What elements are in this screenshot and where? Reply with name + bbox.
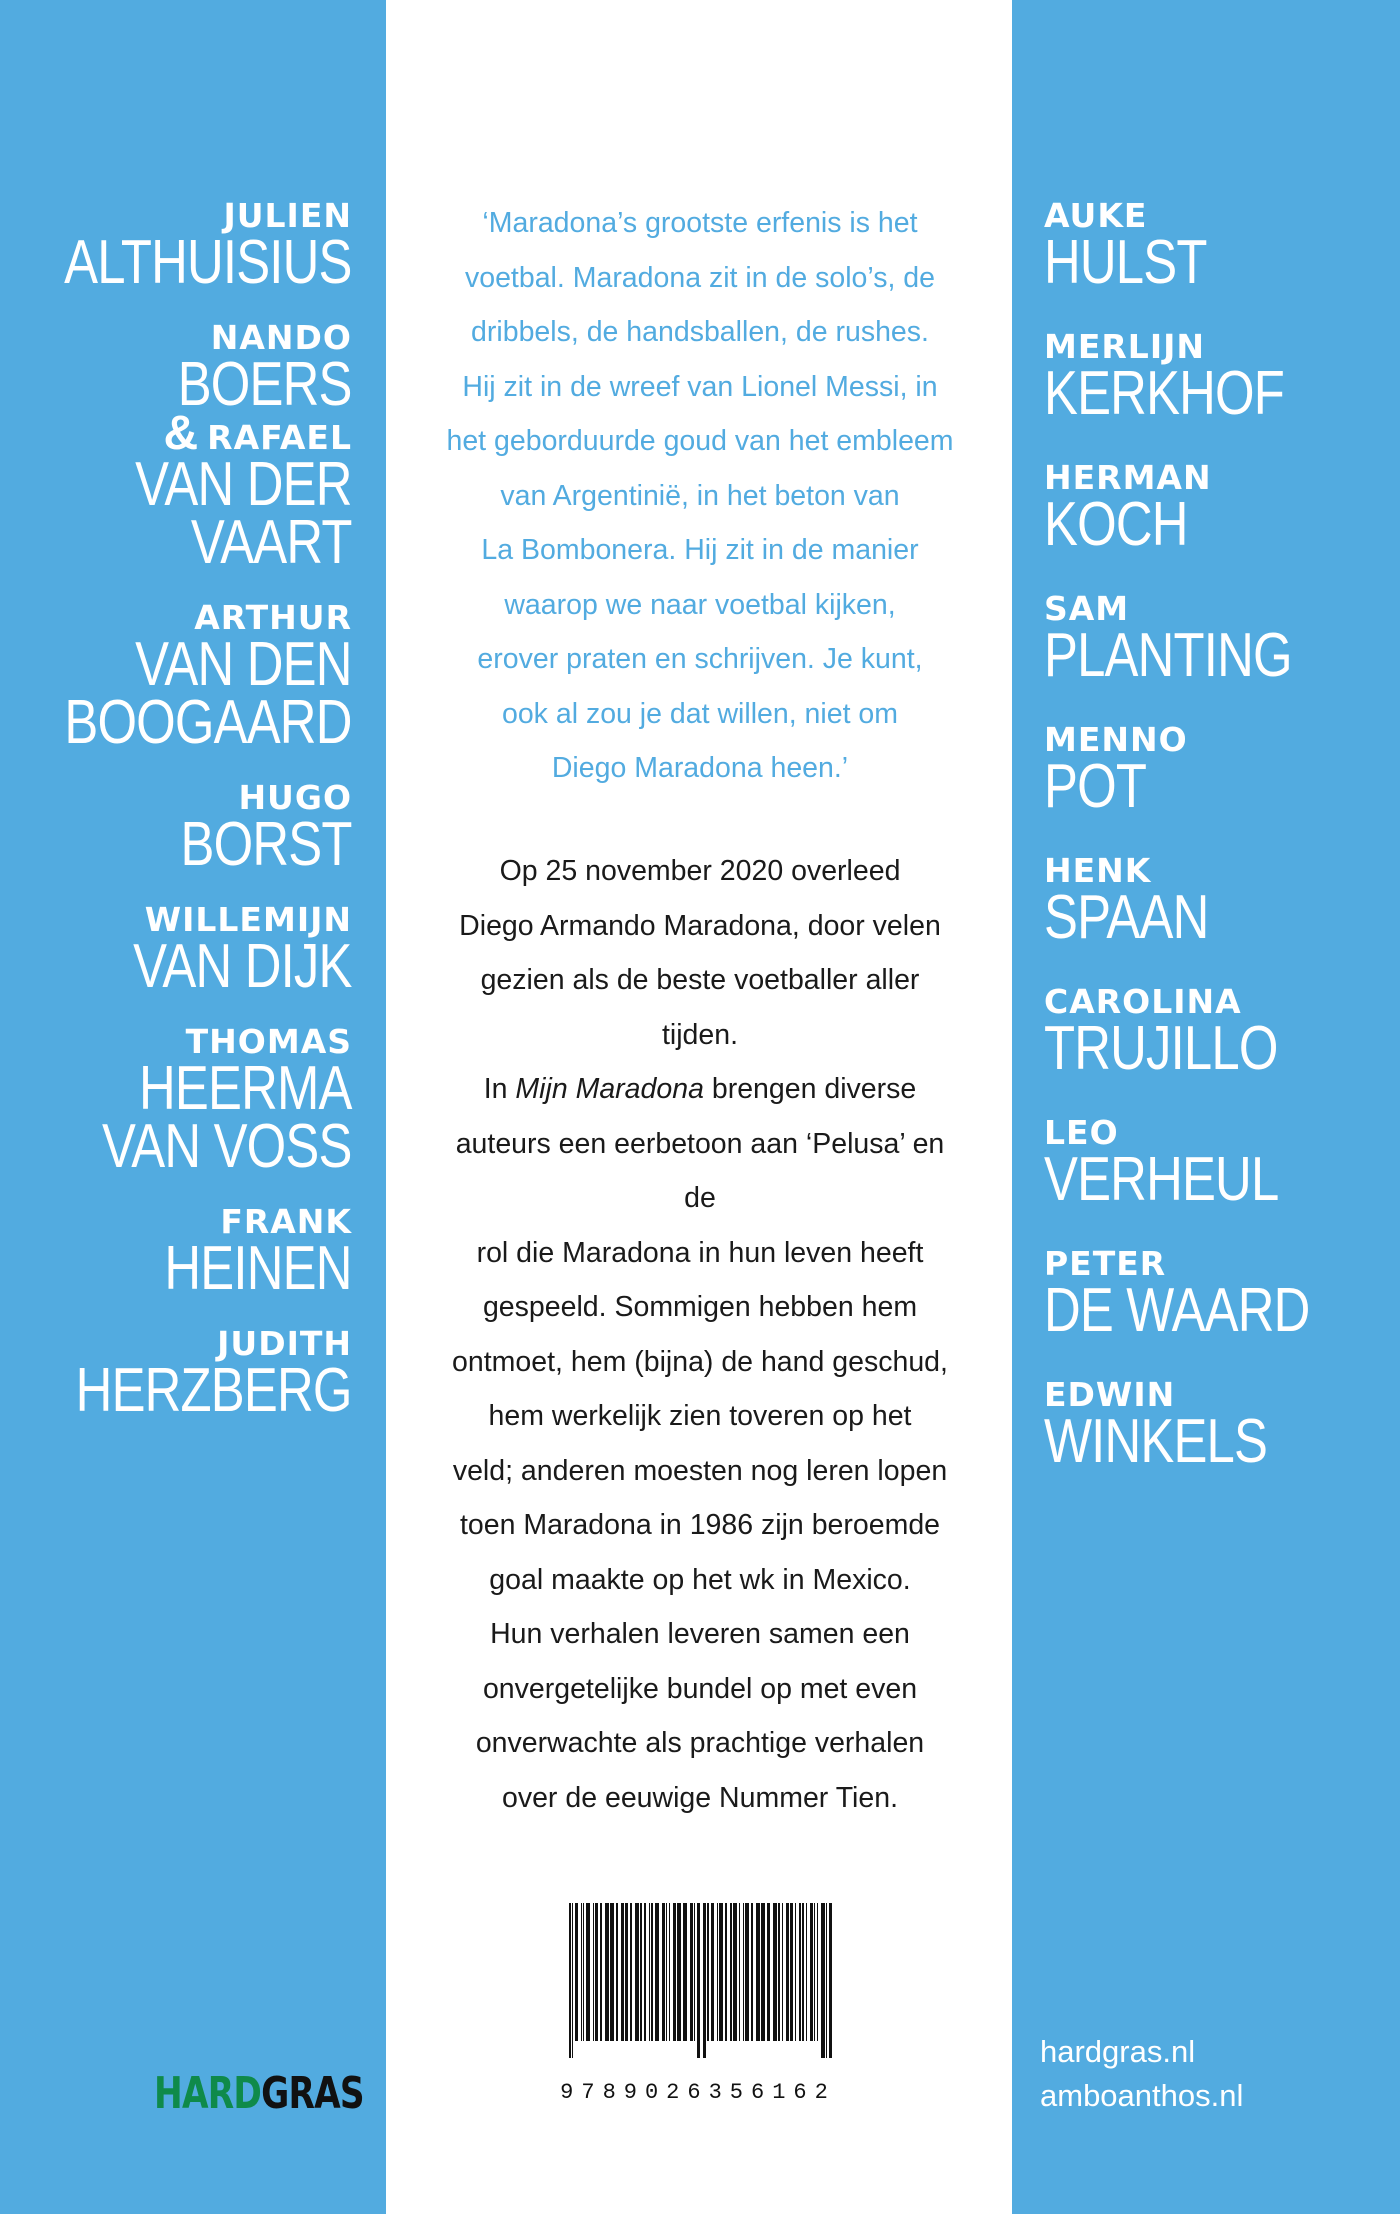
author-first-name: MERLIJN (1044, 327, 1205, 366)
author-last-name: SPAAN (1044, 883, 1209, 952)
barcode-bar (630, 1903, 632, 2041)
quote-line: erover praten en schrijven. Je kunt, (477, 643, 923, 675)
barcode-bar (707, 1903, 709, 2041)
barcode-bar (586, 1903, 590, 2041)
blurb-line: ontmoet, hem (bijna) de hand geschud, (452, 1345, 948, 1378)
blurb-line: Op 25 november 2020 overleed (499, 855, 901, 887)
author-last-name: VAN DIJK (133, 932, 352, 1001)
author-gap (1044, 1209, 1368, 1246)
author-carolina (1044, 982, 1368, 1083)
website-hardgras: hardgras.nl (1040, 2034, 1196, 2069)
author-gap (1044, 292, 1368, 329)
blurb-line: goal maakte op het wk in Mexico. (489, 1563, 911, 1596)
author-last-name: VAN DEN (135, 630, 352, 699)
isbn-number: 9789026356162 (560, 2080, 836, 2105)
barcode-bar (666, 1903, 667, 2041)
author-first-name: THOMAS (185, 1022, 352, 1061)
author-gap (1044, 423, 1368, 460)
barcode-bar (694, 1903, 695, 2041)
barcode-bar (690, 1903, 693, 2041)
ampersand: & (163, 407, 200, 460)
author-first-name: ARTHUR (194, 598, 352, 637)
author-first-name: HENK (1044, 851, 1152, 890)
blurb-line: veld; anderen moesten nog leren lopen (452, 1454, 948, 1487)
author-first-name: AUKE (1044, 196, 1148, 235)
author-last-name: KERKHOF (1044, 359, 1285, 428)
blurb-line: Diego Armando Maradona, door velen (459, 909, 941, 942)
author-menno (1044, 720, 1368, 821)
barcode-bar (595, 1903, 598, 2041)
barcode-bar (806, 1903, 807, 2041)
blurb-line: gespeeld. Sommigen hebben hem (482, 1291, 918, 1323)
author-last-name: POT (1044, 752, 1147, 821)
logo-gras: GRAS (261, 2068, 364, 2119)
barcode-bar (697, 1903, 700, 2058)
author-last-name: ALTHUISIUS (64, 228, 352, 297)
barcode-bar (649, 1903, 650, 2041)
barcode-bar (719, 1903, 723, 2041)
left-author-list (1, 196, 352, 1425)
barcode-bar (583, 1903, 584, 2041)
barcode-bar (761, 1903, 765, 2041)
author-first-name: WILLEMIJN (144, 900, 352, 939)
blurb-line: Hun verhalen leveren samen een (490, 1618, 910, 1650)
right-author-list (1044, 196, 1368, 1476)
barcode-bar (644, 1903, 646, 2041)
author-last-name: BOOGAARD (64, 688, 352, 757)
barcode (565, 1903, 835, 2058)
barcode-bars (565, 1903, 835, 2058)
blurb-line (440, 1062, 960, 1117)
barcode-bar (677, 1903, 681, 2041)
barcode-bar (616, 1903, 618, 2041)
logo-hard: HARD (154, 2068, 262, 2119)
quote-line: Diego Maradona heen.’ (551, 752, 849, 784)
barcode-bar (799, 1903, 801, 2041)
blurb-line: onvergetelijke bundel op met even (482, 1672, 918, 1705)
quote-line: van Argentinië, in het beton van (500, 479, 900, 512)
author-last-name: HEERMA (139, 1054, 352, 1123)
author-gap (1044, 947, 1368, 984)
barcode-bar (711, 1903, 714, 2041)
barcode-bar (621, 1903, 624, 2041)
book-title: Mijn Maradona (515, 1073, 704, 1105)
author-first-name: NANDO (210, 318, 352, 357)
author-frank (1, 1202, 352, 1303)
author-first-name: EDWIN (1044, 1375, 1176, 1414)
author-last-name: VERHEUL (1044, 1145, 1279, 1214)
barcode-bar (821, 1903, 825, 2058)
blurb-line: gezien als de beste voetballer aller tijden. (480, 964, 920, 1051)
barcode-bar (786, 1903, 789, 2041)
author-auke (1044, 196, 1368, 297)
barcode-bar (739, 1903, 740, 2041)
barcode-bar (625, 1903, 628, 2041)
author-judith (1, 1324, 352, 1425)
barcode-bar (673, 1903, 676, 2041)
blurb-line: auteurs een eerbetoon aan ‘Pelusa’ en de (455, 1127, 945, 1214)
barcode-bar (575, 1903, 578, 2041)
author-gap (1044, 554, 1368, 591)
barcode-bar (569, 1903, 571, 2058)
publisher-websites (1040, 2030, 1243, 2118)
author-first-name: PETER (1044, 1244, 1167, 1283)
barcode-bar (773, 1903, 777, 2041)
barcode-bar (751, 1903, 753, 2041)
barcode-bar (743, 1903, 744, 2041)
blurb-line: rol die Maradona in hun leven heeft (476, 1236, 924, 1269)
barcode-bar (669, 1903, 670, 2041)
barcode-bar (756, 1903, 760, 2041)
barcode-bar (717, 1903, 718, 2041)
author-thomas (1, 1022, 352, 1181)
blurb-line: hem werkelijk zien toveren op het (488, 1400, 912, 1432)
quote-line: Hij zit in de wreef van Lionel Messi, in (462, 370, 938, 403)
barcode-bar (662, 1903, 665, 2041)
quote-line: waarop we naar voetbal kijken, (504, 588, 896, 621)
author-julien (1, 196, 352, 297)
author-hugo (1, 778, 352, 879)
author-last-name: BORST (180, 810, 352, 879)
barcode-bar (829, 1903, 832, 2058)
author-last-name: WINKELS (1044, 1407, 1268, 1476)
author-last-name: VAART (191, 508, 352, 577)
author-gap (1044, 1078, 1368, 1115)
barcode-bar (605, 1903, 609, 2041)
author-arthur (1, 598, 352, 757)
author-first-name: RAFAEL (207, 418, 352, 457)
author-gap (1044, 816, 1368, 853)
barcode-bar (651, 1903, 653, 2041)
author-edwin (1044, 1375, 1368, 1476)
author-first-name: MENNO (1044, 720, 1188, 759)
author-last-name: KOCH (1044, 490, 1188, 559)
author-nando (1, 318, 352, 419)
barcode-bar (610, 1903, 614, 2041)
author-gap (1044, 685, 1368, 722)
barcode-bar (593, 1903, 594, 2041)
quote-line: ook al zou je dat willen, niet om (501, 697, 899, 730)
author-henk (1044, 851, 1368, 952)
author-rafael (1, 407, 352, 577)
website-amboanthos: amboanthos.nl (1040, 2078, 1244, 2113)
barcode-bar (745, 1903, 749, 2041)
author-first-name: SAM (1044, 589, 1130, 628)
author-first-name: HUGO (238, 778, 352, 817)
author-first-name: JUDITH (217, 1324, 352, 1363)
author-leo (1044, 1113, 1368, 1214)
barcode-bar (572, 1903, 573, 2058)
author-last-name: HERZBERG (76, 1356, 352, 1425)
barcode-bar (782, 1903, 783, 2041)
author-last-name: VAN VOSS (102, 1112, 352, 1181)
blurb-in-prefix: In (483, 1073, 516, 1105)
barcode-bar (795, 1903, 796, 2041)
author-last-name: TRUJILLO (1044, 1014, 1278, 1083)
blurb-line: over de eeuwige Nummer Tien. (501, 1781, 899, 1814)
author-first-name: HERMAN (1044, 458, 1212, 497)
author-last-name: BOERS (178, 350, 352, 419)
quote-line: ‘Maradona’s grootste erfenis is het (482, 207, 918, 239)
barcode-bar (730, 1903, 732, 2041)
author-last-name: HEINEN (164, 1234, 352, 1303)
barcode-bar (733, 1903, 737, 2041)
author-last-name: DE WAARD (1044, 1276, 1310, 1345)
author-peter (1044, 1244, 1368, 1345)
pull-quote (440, 196, 960, 796)
author-herman (1044, 458, 1368, 559)
barcode-bar (640, 1903, 642, 2041)
author-gap (1044, 1340, 1368, 1377)
barcode-bar (767, 1903, 770, 2041)
publisher-logo (154, 2068, 364, 2119)
quote-line: dribbels, de handsballen, de rushes. (471, 316, 929, 348)
barcode-bar (635, 1903, 639, 2041)
author-sam (1044, 589, 1368, 690)
barcode-bar (683, 1903, 687, 2041)
author-first-name: LEO (1044, 1113, 1119, 1152)
barcode-bar (826, 1903, 827, 2058)
barcode-bar (703, 1903, 706, 2058)
quote-line: voetbal. Maradona zit in de solo’s, de (464, 261, 935, 294)
author-last-name: VAN DER (135, 450, 352, 519)
barcode-bar (810, 1903, 813, 2041)
author-first-name: CAROLINA (1044, 982, 1242, 1021)
barcode-bar (655, 1903, 659, 2041)
blurb-line: onverwachte als prachtige verhalen (475, 1727, 925, 1759)
blurb-text (440, 844, 960, 1825)
author-willemijn (1, 900, 352, 1001)
author-last-name: PLANTING (1044, 621, 1292, 690)
barcode-bar (725, 1903, 727, 2041)
barcode-bar (600, 1903, 602, 2041)
quote-line: het geborduurde goud van het embleem (446, 425, 954, 457)
author-first-name: JULIEN (223, 196, 352, 235)
barcode-bar (790, 1903, 793, 2041)
barcode-bar (802, 1903, 804, 2041)
quote-line: La Bombonera. Hij zit in de manier (481, 534, 919, 566)
barcode-bar (817, 1903, 818, 2041)
author-first-name: FRANK (220, 1202, 352, 1241)
barcode-bar (581, 1903, 582, 2041)
barcode-bar (778, 1903, 780, 2041)
barcode-bar (814, 1903, 815, 2041)
author-merlijn (1044, 327, 1368, 428)
blurb-in-suffix: brengen diverse (703, 1073, 917, 1105)
blurb-line: toen Maradona in 1986 zijn beroemde (459, 1509, 941, 1541)
author-last-name: HULST (1044, 228, 1207, 297)
